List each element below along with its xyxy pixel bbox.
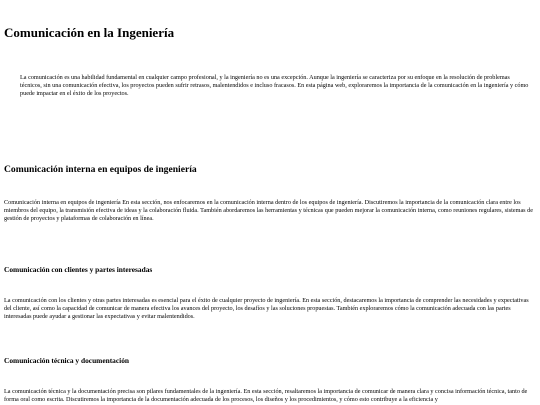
- section-text-internal-communication: Comunicación interna en equipos de ingeniería En esta sección, nos enfocaremos en la comunicación interna dentro de los equipos de ingeniería. Discutiremos la importancia de la comunicación clara entre los miembros del equipo, la transmisión efectiva de ideas y la colaboración fluida. También abordaremos las herramientas y técnicas que pueden mejorar la comunicación interna, como reuniones regulares, sistemas de gestión de proyectos y plataformas de colaboración en línea.: [4, 199, 533, 222]
- section-text-technical-documentation: La comunicación técnica y la documentación precisa son pilares fundamentales de la ingeniería. En esta sección, resaltaremos la importancia de comunicar de manera clara y concisa información técnica, tanto de forma oral como escrita. Discutiremos la importancia de la documentación adecuada de los procesos, los diseños y los procedimientos, y cómo esto contribuye a la eficiencia y: [4, 388, 528, 403]
- intro-paragraph: La comunicación es una habilidad fundamental en cualquier campo profesional, y la ingeniería no es una excepción. Aunque la ingeniería se caracteriza por su enfoque en la resolución de problemas técnicos, sin una comunicación efectiva, los proyectos pueden sufrir retrasos, malentendidos e incluso fracasos. En esta página web, exploraremos la importancia de la comunicación en la ingeniería y cómo puede impactar en el éxito de los proyectos.: [20, 74, 529, 97]
- page-title: Comunicación en la Ingeniería: [4, 25, 175, 40]
- section-heading-client-communication: Comunicación con clientes y partes interesadas: [4, 265, 153, 274]
- section-heading-internal-communication: Comunicación interna en equipos de ingeniería: [4, 164, 197, 175]
- section-heading-technical-documentation: Comunicación técnica y documentación: [4, 356, 130, 365]
- section-text-client-communication: La comunicación con los clientes y otras partes interesadas es esencial para el éxito de cualquier proyecto de ingeniería. En esta sección, destacaremos la importancia de comprender las necesidades y expectativas del cliente, así como la capacidad de comunicar de manera efectiva los avances del proyecto, los desafíos y las soluciones propuestas. También exploraremos cómo la comunicación adecuada con las partes interesadas puede ayudar a gestionar las expectativas y evitar malentendidos.: [4, 297, 529, 320]
